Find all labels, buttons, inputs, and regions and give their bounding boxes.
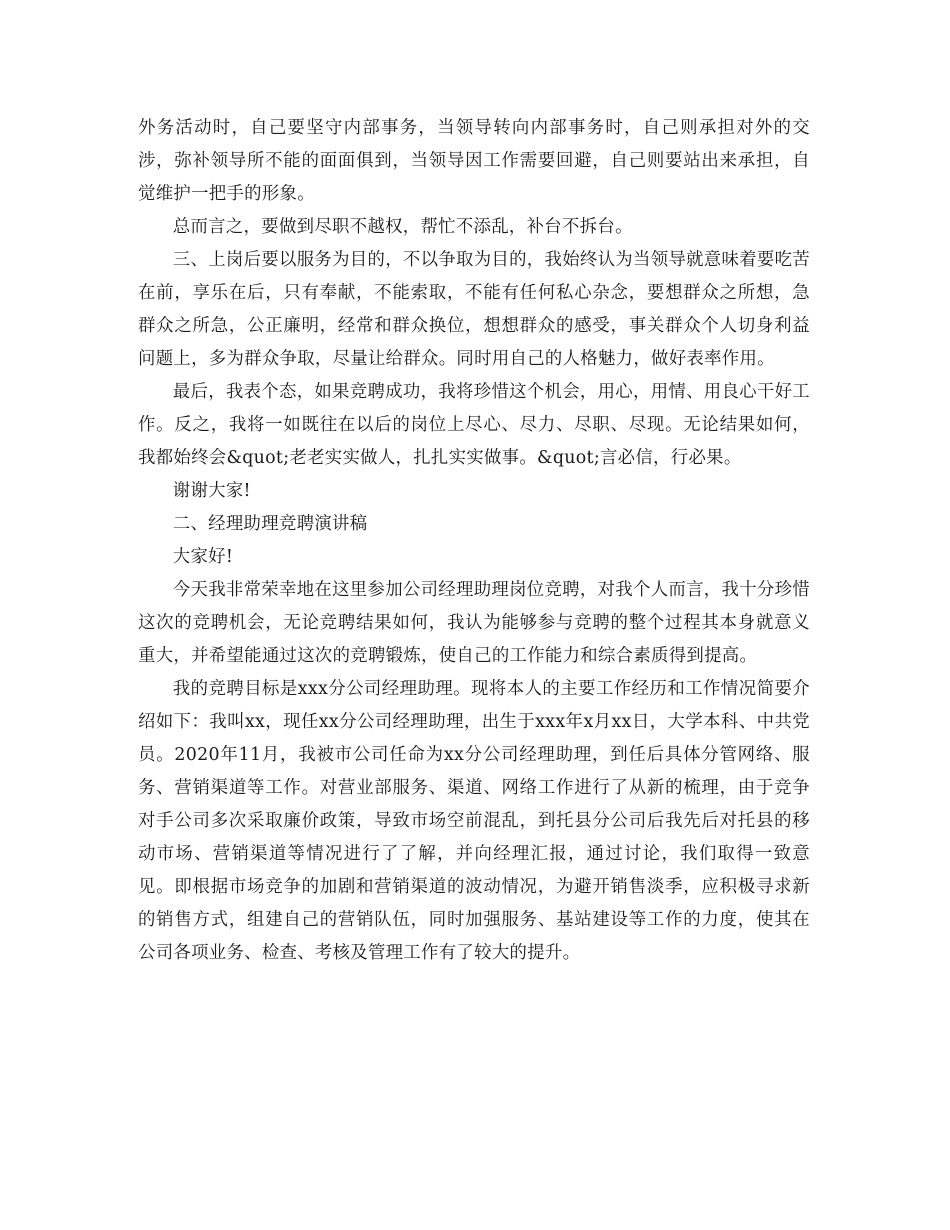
section-heading: 二、经理助理竞聘演讲稿 [172,514,368,534]
paragraph-8: 今天我非常荣幸地在这里参加公司经理助理岗位竞聘，对我个人而言，我十分珍惜这次的竞聘机会，无论竞聘结果如何，我认为能够参与竞聘的整个过程其本身就意义重大，并希望能通过这次的竞聘锻炼，使自己的工作能力和综合素质得到提高。 [138,580,810,666]
paragraph-3: 三、上岗后要以服务为目的，不以争取为目的，我始终认为当领导就意味着要吃苦在前，享乐在后，只有奉献，不能索取，不能有任何私心杂念，要想群众之所想，急群众之所急，公正廉明，经常和群众换位，想想群众的感受，事关群众个人切身利益问题上，多为群众争取，尽量让给群众。同时用自己的人格魅力，做好表率作用。 [138,250,810,369]
paragraph-2: 总而言之，要做到尽职不越权，帮忙不添乱，补台不拆台。 [172,217,633,237]
greeting: 大家好! [172,547,234,567]
document-body [138,112,810,970]
paragraph-5: 谢谢大家! [172,481,251,501]
paragraph-9: 我的竞聘目标是xxx分公司经理助理。现将本人的主要工作经历和工作情况简要介绍如下：我叫xx，现任xx分公司经理助理，出生于xxx年x月xx日，大学本科、中共党员。2020年11月，我被市公司任命为xx分公司经理助理，到任后具体分管网络、服务、营销渠道等工作。对营业部服务、渠道、网络工作进行了从新的梳理，由于竞争对手公司多次采取廉价政策，导致市场空前混乱，到托县分公司后我先后对托县的移动市场、营销渠道等情况进行了了解，并向经理汇报，通过讨论，我们取得一致意见。即根据市场竞争的加剧和营销渠道的波动情况，为避开销售淡季，应积极寻求新的销售方式，组建自己的营销队伍，同时加强服务、基站建设等工作的力度，使其在公司各项业务、检查、考核及管理工作有了较大的提升。 [138,679,810,963]
paragraph-4: 最后，我表个态，如果竞聘成功，我将珍惜这个机会，用心，用情、用良心干好工作。反之，我将一如既往在以后的岗位上尽心、尽力、尽职、尽现。无论结果如何，我都始终会&quot;老老实实做人，扎扎实实做事。&quot;言必信，行必果。 [138,382,810,468]
paragraph-1: 外务活动时，自己要坚守内部事务，当领导转向内部事务时，自己则承担对外的交涉，弥补领导所不能的面面俱到，当领导因工作需要回避，自己则要站出来承担，自觉维护一把手的形象。 [138,118,810,204]
